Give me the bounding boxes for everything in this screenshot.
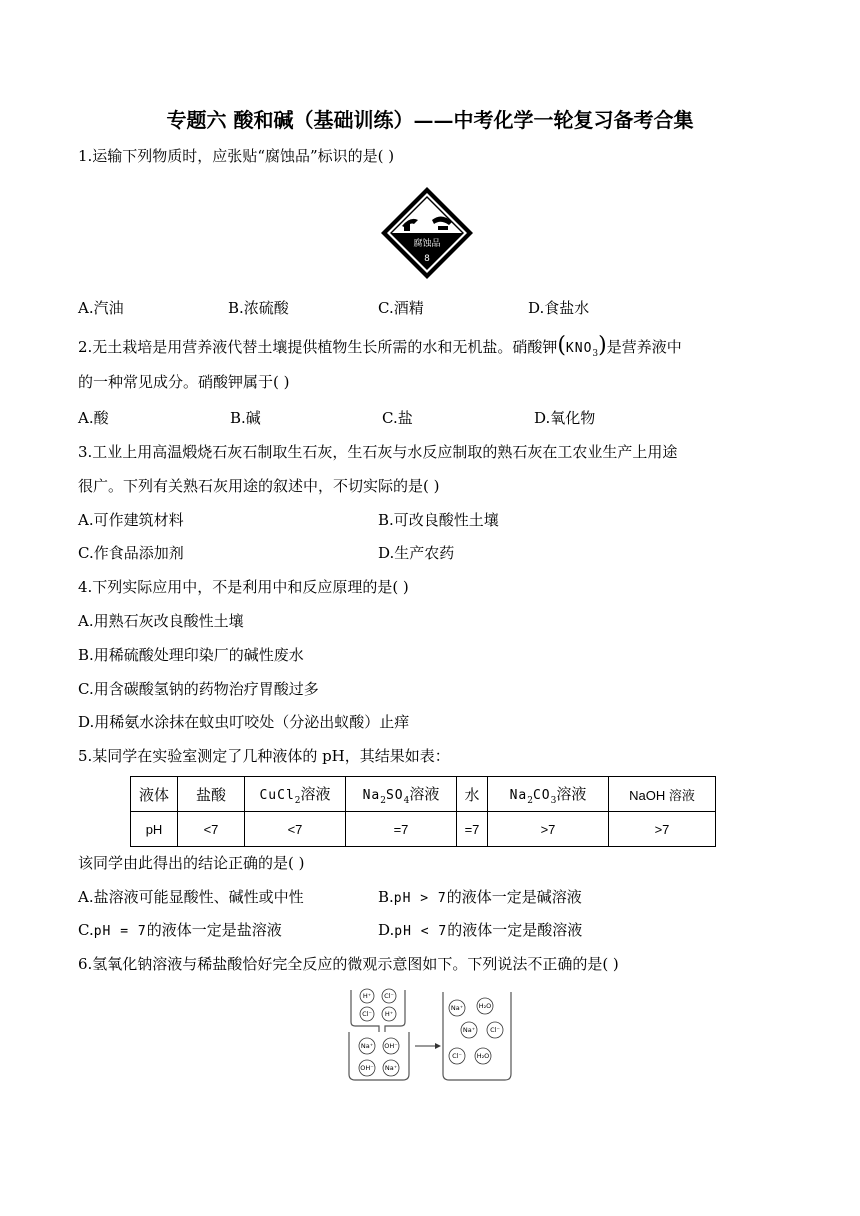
q2-option-a: A.酸: [78, 409, 109, 427]
table-cell: <7: [178, 812, 245, 847]
q6-stem: 6.氢氧化钠溶液与稀盐酸恰好完全反应的微观示意图如下。下列说法不正确的是( ): [78, 955, 619, 973]
ion-label: Cl⁻: [490, 1026, 500, 1034]
table-row: [131, 777, 716, 812]
q4-option-a: A.用熟石灰改良酸性土壤: [78, 612, 244, 630]
ion-label: H₂O: [478, 1002, 492, 1010]
corrosive-sign-number: 8: [424, 254, 430, 264]
table-cell: =7: [457, 812, 488, 847]
corrosive-sign-icon: [380, 186, 474, 280]
ion-label: OH⁻: [384, 1042, 398, 1050]
q3-option-b: B.可改良酸性土壤: [378, 511, 499, 529]
table-cell: <7: [245, 812, 346, 847]
q3-stem-line1: 3.工业上用高温煅烧石灰石制取生石灰，生石灰与水反应制取的熟石灰在工农业生产上用途: [78, 443, 678, 461]
table-cell: 水: [457, 777, 488, 812]
table-cell: NaOH 溶液: [609, 777, 716, 812]
q5-option-b: B.pH > 7的液体一定是碱溶液: [378, 888, 582, 906]
table-cell: >7: [609, 812, 716, 847]
ph-table: [130, 776, 716, 847]
q4-stem: 4.下列实际应用中，不是利用中和反应原理的是( ): [78, 578, 409, 596]
q3-stem-line2: 很广。下列有关熟石灰用途的叙述中，不切实际的是( ): [78, 477, 440, 495]
page-title: 专题六 酸和碱（基础训练）——中考化学一轮复习备考合集: [166, 108, 694, 132]
right-ion-group: [449, 998, 503, 1064]
q2-option-b: B.碱: [230, 409, 261, 427]
table-cell: =7: [346, 812, 457, 847]
q2-option-c: C.盐: [382, 409, 413, 427]
q1-option-b: B.浓硫酸: [228, 299, 289, 317]
ion-label: OH⁻: [360, 1064, 374, 1072]
q1-option-d: D.食盐水: [528, 299, 590, 317]
q1-option-a: A.汽油: [78, 299, 124, 317]
ion-label: Cl⁻: [452, 1052, 462, 1060]
q4-option-c: C.用含碳酸氢钠的药物治疗胃酸过多: [78, 680, 319, 698]
q3-option-a: A.可作建筑材料: [78, 511, 184, 529]
q4-option-d: D.用稀氨水涂抹在蚊虫叮咬处（分泌出蚁酸）止痒: [78, 713, 410, 731]
q3-option-c: C.作食品添加剂: [78, 544, 184, 562]
table-cell: 盐酸: [178, 777, 245, 812]
q2-stem-part1: 2.无土栽培是用营养液代替土壤提供植物生长所需的水和无机盐。硝酸钾: [78, 338, 558, 356]
q5-stem: 5.某同学在实验室测定了几种液体的 pH，其结果如表：: [78, 747, 450, 765]
table-header-ph: pH: [131, 812, 178, 847]
q2-stem-line1: 2.无土栽培是用营养液代替土壤提供植物生长所需的水和无机盐。硝酸钾$(KNO_3)$是营养液中: [78, 333, 682, 359]
q2-stem-line2: 的一种常见成分。硝酸钾属于( ): [78, 373, 290, 391]
q1-option-c: C.酒精: [378, 299, 424, 317]
left-ion-group: [359, 989, 399, 1076]
table-cell: $Na_2SO_4$溶液: [346, 777, 457, 812]
corrosive-sign-text: 腐蚀品: [413, 239, 441, 249]
q2-stem-part2: 是营养液中: [606, 338, 682, 356]
q3-option-d: D.生产农药: [378, 544, 455, 562]
table-row: [131, 812, 716, 847]
ion-label: Cl⁻: [384, 992, 394, 1000]
q5-conclusion: 该同学由此得出的结论正确的是( ): [78, 854, 305, 872]
q5-option-c: C.pH = 7的液体一定是盐溶液: [78, 921, 282, 939]
q2-formula-sub: 3: [592, 349, 599, 359]
ion-label: Na⁺: [462, 1026, 476, 1034]
table-cell: $Na_2CO_3$溶液: [488, 777, 609, 812]
ion-label: H⁺: [362, 992, 372, 1000]
table-header-liquid: 液体: [131, 777, 178, 812]
q1-stem: 1.运输下列物质时，应张贴“腐蚀品”标识的是( ): [78, 147, 395, 165]
q2-formula: KNO: [565, 341, 593, 356]
ion-label: Na⁺: [384, 1064, 398, 1072]
q5-option-d: D.pH < 7的液体一定是酸溶液: [378, 921, 583, 939]
reaction-diagram: [345, 986, 515, 1082]
ion-label: H₂O: [476, 1052, 490, 1060]
ion-label: Na⁺: [360, 1042, 374, 1050]
ion-label: H⁺: [384, 1010, 394, 1018]
ion-label: Cl⁻: [362, 1010, 372, 1018]
ion-label: Na⁺: [450, 1004, 464, 1012]
table-cell: >7: [488, 812, 609, 847]
q4-option-b: B.用稀硫酸处理印染厂的碱性废水: [78, 646, 304, 664]
table-cell: CuCl$_2$溶液: [245, 777, 346, 812]
q5-option-a: A.盐溶液可能显酸性、碱性或中性: [78, 888, 304, 906]
q2-option-d: D.氧化物: [534, 409, 596, 427]
